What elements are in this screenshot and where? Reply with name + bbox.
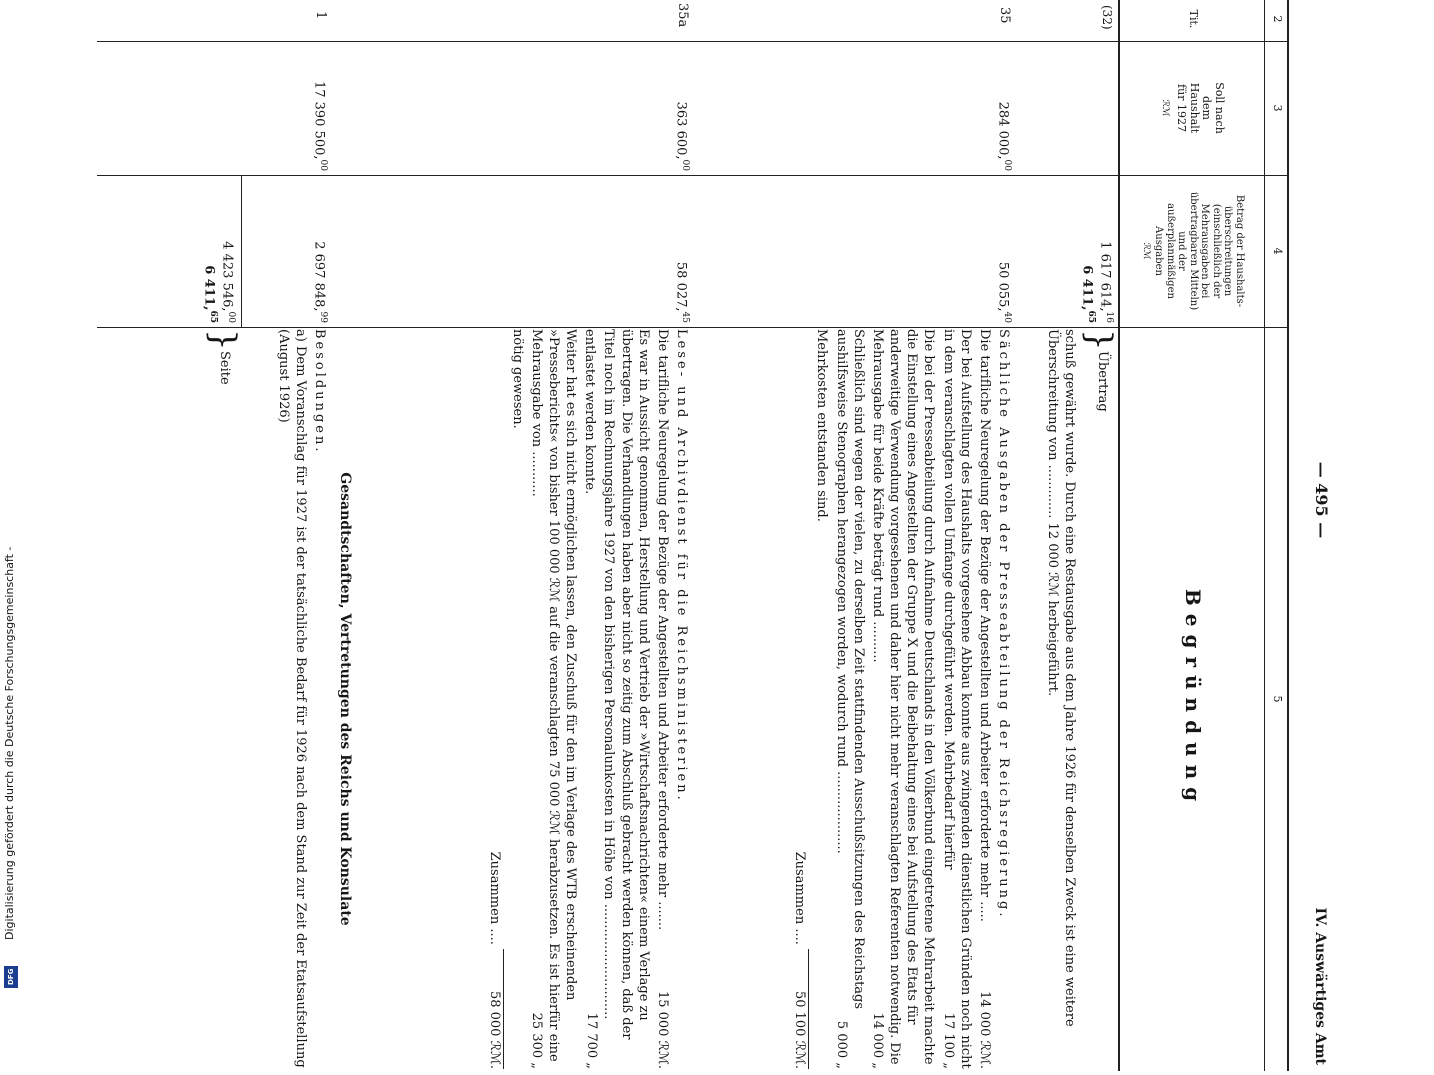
row35a-sum xyxy=(486,329,504,1069)
uebertrag-sub-int: 6 411 xyxy=(1079,265,1095,306)
row1-tit: 1 xyxy=(313,11,328,20)
row35-text xyxy=(789,329,1012,1069)
row35-p4-amount: 5 000 „ xyxy=(833,1020,849,1069)
row35a-p3-text: Weiter hat es sich nicht ermöglichen lassen, den Zuschuß für den im Verlage des WTB erscheinenden »Presseberichts« von bisher 100 000 ℛℳ auf die veranschlagten 75 000 ℛℳ herabzusetzen. Es ist hierfür eine Mehrausgabe von ........... xyxy=(528,329,579,1062)
header-betrag-unit: ℛℳ xyxy=(1140,242,1151,260)
dfg-logo: DFG xyxy=(4,966,18,988)
footer-sub: 6 411,65 xyxy=(201,265,218,323)
uebertrag-amount: 1 617 614,16 xyxy=(1097,241,1114,323)
row1-p1: a) Dem Voranschlag für 1927 ist der tatsächliche Bedarf für 1926 nach dem Stand zur Zeit der Etatsaufstellung (August 1926) xyxy=(275,329,308,1068)
row35-p1-amount: 14 000 ℛℳ. xyxy=(976,990,992,1069)
header-soll-text: Soll nach dem Haushalt für 1927 xyxy=(1175,82,1226,134)
uebertrag-amount-int: 1 617 614 xyxy=(1097,241,1113,308)
row35a-p1 xyxy=(654,329,671,1069)
row35a-p2-amount: 17 700 „ xyxy=(584,1012,600,1069)
uebertrag-sub: 6 411,65 xyxy=(1079,265,1096,323)
row35a-p2-end: entlastet werden konnte. xyxy=(582,329,598,495)
row35a-soll: 363 600,00 xyxy=(673,101,690,171)
budget-table xyxy=(97,0,1289,1071)
row1-soll-frac: 00 xyxy=(318,159,328,171)
row1-soll-int: 17 390 500 xyxy=(311,80,327,156)
row1-heading: Besoldungen. xyxy=(312,329,327,455)
row35-betrag-frac: 40 xyxy=(1002,311,1012,323)
row35-p1-text: Die tarifliche Neuregelung der Bezüge der Angestellten und Arbeiter erforderte mehr ..... xyxy=(976,329,992,922)
row35-betrag-int: 50 055 xyxy=(995,261,1011,308)
page-number: — 495 — xyxy=(1312,461,1331,539)
row35a-text xyxy=(484,329,690,1069)
row35-heading: Sächliche Ausgaben der Presseabteilung der Reichsregierung. xyxy=(996,329,1011,920)
row35-soll-frac: 00 xyxy=(1002,159,1012,171)
row35-p4 xyxy=(832,329,866,1069)
row35-soll-int: 284 000 xyxy=(995,101,1011,156)
footer-sub-int: 6 411 xyxy=(201,265,217,306)
footer-rule xyxy=(241,175,242,327)
row35a-soll-frac: 00 xyxy=(680,159,690,171)
document-page xyxy=(97,0,1337,1075)
footer-total-int: 4 423 546 xyxy=(219,241,235,308)
header-betrag xyxy=(1120,175,1265,327)
row1-text xyxy=(273,329,328,1069)
row35a-p3-end: nötig gewesen. xyxy=(509,329,525,429)
uebertrag-brace: } xyxy=(1079,329,1119,351)
row35-p3 xyxy=(869,329,938,1069)
footer-label: Seite xyxy=(217,351,232,385)
row35a-p1-text: Die tarifliche Neuregelung der Bezüge der Angestellten und Arbeiter erforderte mehr ....... xyxy=(654,329,670,931)
row35-soll: 284 000,00 xyxy=(995,101,1012,171)
page-header xyxy=(1305,0,1337,1075)
row35a-heading: Lese- und Archivdienst für die Reichsministerien. xyxy=(674,329,689,803)
uebertrag-amount-frac: 16 xyxy=(1104,311,1114,323)
footer-brace: } xyxy=(203,329,243,351)
row35a-betrag-int: 58 027 xyxy=(673,261,689,308)
row35a-p1-amount: 15 000 ℛℳ. xyxy=(654,990,670,1069)
row35-tit: 35 xyxy=(997,7,1012,24)
row35-betrag: 50 055,40 xyxy=(995,261,1012,323)
uebertrag-sub-frac: 65 xyxy=(1086,310,1096,323)
row35-p3-text: Die bei der Presseabteilung durch Aufnahme Deutschlands in den Völkerbund eingetretene Mehrarbeit machte die Einstellung eines Angestellten der Gruppe X und die Beibehaltung eines bei Aufstellung des Etats für anderweitige Verwendung vorgesehenen und daher hier nicht mehr veranschlagten Referenten notwendig. Die Mehrausgabe für beide Kräfte beträgt rund .......... xyxy=(869,329,937,1065)
tit-label: (32) xyxy=(1100,5,1114,30)
footer-total-frac: 00 xyxy=(226,311,236,323)
col-number-4: 4 xyxy=(1271,247,1284,255)
kap2-heading: Gesandtschaften, Vertretungen des Reichs und Konsulate xyxy=(337,472,353,926)
uebertrag-label: Übertrag xyxy=(1095,351,1110,412)
row35-p4-text: Schließlich sind wegen der vielen, zu derselben Zeit stattfindenden Ausschußsitzungen des Reichstags aushilfsweise Stenographen herangezogen worden, wodurch rund .................... xyxy=(833,329,866,1010)
row35a-sum-amount: 58 000 ℛℳ. xyxy=(486,949,504,1069)
row35a-p3-amount: 25 300 „ xyxy=(528,1012,544,1069)
dfg-funding-note: Digitalisierung gefördert durch die Deutsche Forschungsgemeinschaft - xyxy=(3,546,16,940)
footer-sub-frac: 65 xyxy=(208,310,218,323)
row35a-tit: 35a xyxy=(675,3,690,28)
col-number-5: 5 xyxy=(1271,695,1284,703)
header-soll xyxy=(1120,41,1265,175)
row35a-p2-text: Es war in Aussicht genommen, Herstellung und Vertrieb der »Wirtschaftsnachrichten« einem Verlage zu übertragen. Die Verhandlungen haben aber nicht so zeitig zum Abschluß gebracht werden können, daß der Titel noch im Rechnungsjahre 1927 von den bisherigen Personalunkosten in Höhe von ............................ xyxy=(601,329,651,1040)
row35-sum-label: Zusammen .... xyxy=(792,851,808,945)
table-header-row xyxy=(1118,0,1265,1071)
col-number-2: 2 xyxy=(1271,15,1284,23)
header-begruendung: Begründung xyxy=(1181,588,1205,810)
row1-betrag: 2 697 848,99 xyxy=(311,241,328,323)
row35a-betrag-frac: 45 xyxy=(680,311,690,323)
header-betrag-text: Betrag der Haushalts-überschreitungen (einschließlich der Mehrausgaben bei übertragbaren Mitteln) und der außerplanmäßigen Ausgaben xyxy=(1153,191,1245,311)
column-numbers-row xyxy=(1264,0,1287,1071)
row35a-betrag: 58 027,45 xyxy=(673,261,690,323)
row35a-sum-label: Zusammen .... xyxy=(487,851,503,945)
row35-sum-amount: 50 100 ℛℳ. xyxy=(791,949,809,1069)
row35-p3-amount: 14 000 „ xyxy=(869,1012,885,1069)
row1-soll: 17 390 500,00 xyxy=(311,80,328,171)
row35-sum xyxy=(791,329,809,1069)
row1-betrag-int: 2 697 848 xyxy=(311,241,327,308)
row35-p2 xyxy=(939,329,973,1069)
header-tit: Tit. xyxy=(1186,9,1200,29)
row1-betrag-frac: 99 xyxy=(318,311,328,323)
uebertrag-text: schuß gewährt wurde. Durch eine Restausgabe aus dem Jahre 1926 für denselben Zweck ist eine weitere Überschreitung von ............. 12 000 ℛℳ herbeigeführt. xyxy=(1044,329,1077,1027)
row35a-p3 xyxy=(528,329,579,1069)
header-soll-unit: ℛℳ xyxy=(1160,99,1171,117)
row35-p2-amount: 17 100 „ xyxy=(940,1012,956,1069)
row35a-soll-int: 363 600 xyxy=(673,101,689,156)
row35-p2-text: Der bei Aufstellung des Haushalts vorgesehene Abbau konnte aus zwingenden dienstlichen Gründen noch nicht in dem veranschlagten vollen Umfange durchgeführt werden. Mehrbedarf hierfür xyxy=(940,329,973,1069)
row35-p1 xyxy=(976,329,993,1069)
row35-p4-end: Mehrkosten entstanden sind. xyxy=(814,329,830,522)
table-body xyxy=(97,0,1120,1071)
footer-total: 4 423 546,00 xyxy=(219,241,236,323)
chapter-title: IV. Auswärtiges Amt xyxy=(1312,907,1328,1065)
col-number-3: 3 xyxy=(1271,104,1284,112)
